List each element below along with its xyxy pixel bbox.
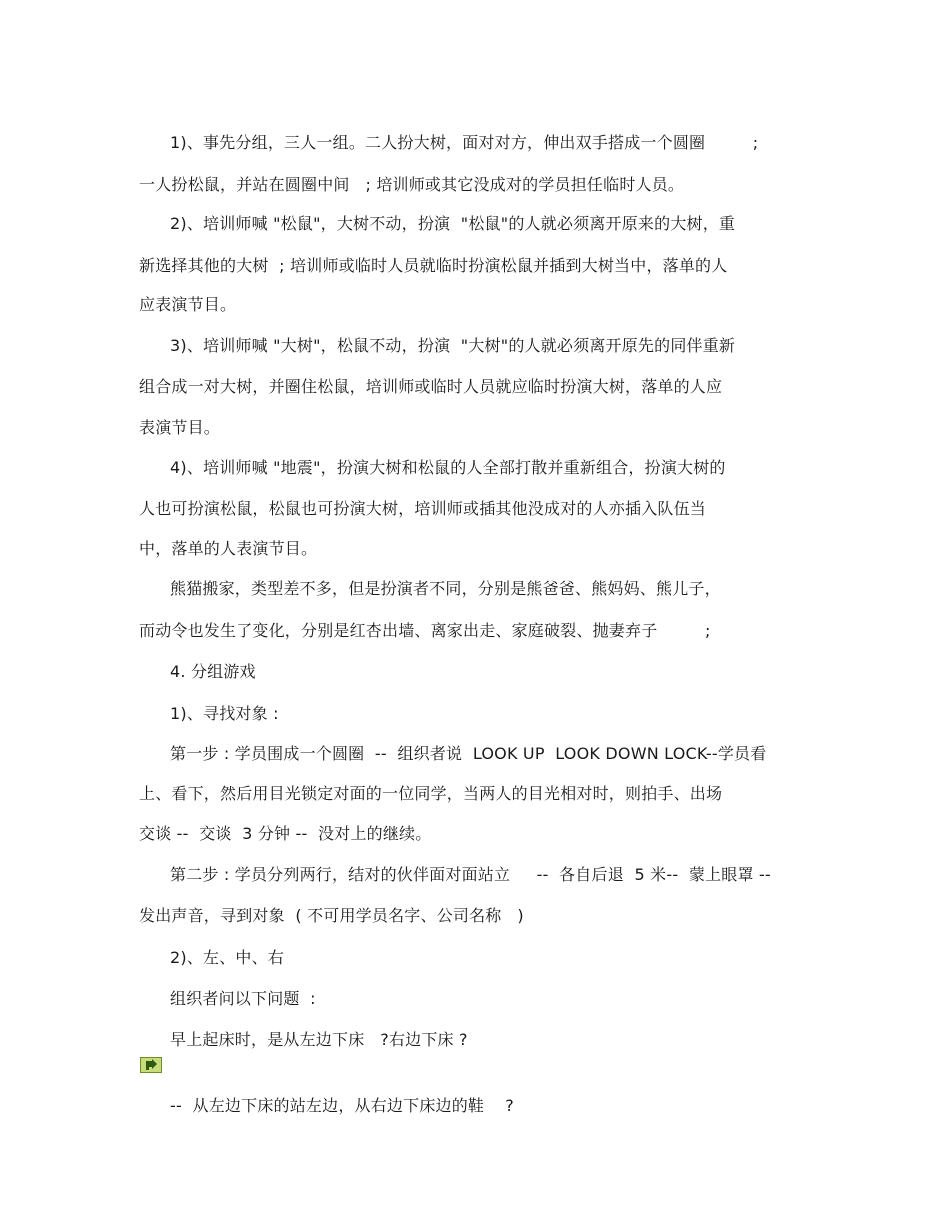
paragraph-line: 中，落单的人表演节目。: [139, 539, 318, 558]
paragraph-line: 表演节目。: [139, 418, 221, 437]
paragraph-line: 1)、事先分组，三人一组。二人扮大树，面对对方，伸出双手搭成一个圆圈 ;: [170, 133, 759, 152]
paragraph-line: 4)、培训师喊 "地震"，扮演大树和松鼠的人全部打散并重新组合，扮演大树的: [170, 458, 726, 477]
section-heading: 4. 分组游戏: [170, 662, 256, 681]
paragraph-line: 第二步 : 学员分列两行，结对的伙伴面对面站立 -- 各自后退 5 米-- 蒙上眼罩 --: [170, 865, 771, 884]
paragraph-line: 人也可扮演松鼠，松鼠也可扮演大树，培训师或插其他没成对的人亦插入队伍当: [139, 499, 707, 518]
paragraph-line: 上、看下，然后用目光锁定对面的一位同学，当两人的目光相对时，则拍手、出场: [139, 784, 723, 803]
paragraph-line: 组织者问以下问题 :: [170, 989, 316, 1008]
paragraph-line: 发出声音，寻到对象 ( 不可用学员名字、公司名称 ): [139, 906, 524, 925]
paragraph-line: 2)、左、中、右: [170, 948, 285, 967]
paragraph-line: 应表演节目。: [139, 295, 237, 314]
green-arrow-icon: [140, 1057, 162, 1073]
paragraph-line: 3)、培训师喊 "大树"，松鼠不动，扮演 "大树"的人就必须离开原先的同伴重新: [170, 336, 736, 355]
paragraph-line: 交谈 -- 交谈 3 分钟 -- 没对上的继续。: [139, 824, 432, 843]
paragraph-line: 2)、培训师喊 "松鼠"，大树不动，扮演 "松鼠"的人就必须离开原来的大树，重: [170, 214, 736, 233]
paragraph-line: 1)、寻找对象 :: [170, 704, 279, 723]
paragraph-line: 新选择其他的大树 ; 培训师或临时人员就临时扮演松鼠并插到大树当中，落单的人: [139, 256, 728, 275]
paragraph-line: 组合成一对大树，并圈住松鼠，培训师或临时人员就应临时扮演大树，落单的人应: [139, 377, 723, 396]
paragraph-line: -- 从左边下床的站左边，从右边下床边的鞋 ?: [170, 1096, 514, 1115]
paragraph-line: 早上起床时，是从左边下床 ?右边下床 ?: [170, 1030, 468, 1049]
paragraph-line: 第一步 : 学员围成一个圆圈 -- 组织者说 LOOK UP LOOK DOWN LOCK--学员看: [170, 744, 767, 763]
paragraph-line: 熊猫搬家，类型差不多，但是扮演者不同，分别是熊爸爸、熊妈妈、熊儿子，: [170, 579, 721, 598]
paragraph-line: 而动令也发生了变化，分别是红杏出墙、离家出走、家庭破裂、抛妻弃子 ;: [139, 621, 711, 640]
paragraph-line: 一人扮松鼠，并站在圆圈中间 ; 培训师或其它没成对的学员担任临时人员。: [139, 175, 685, 194]
